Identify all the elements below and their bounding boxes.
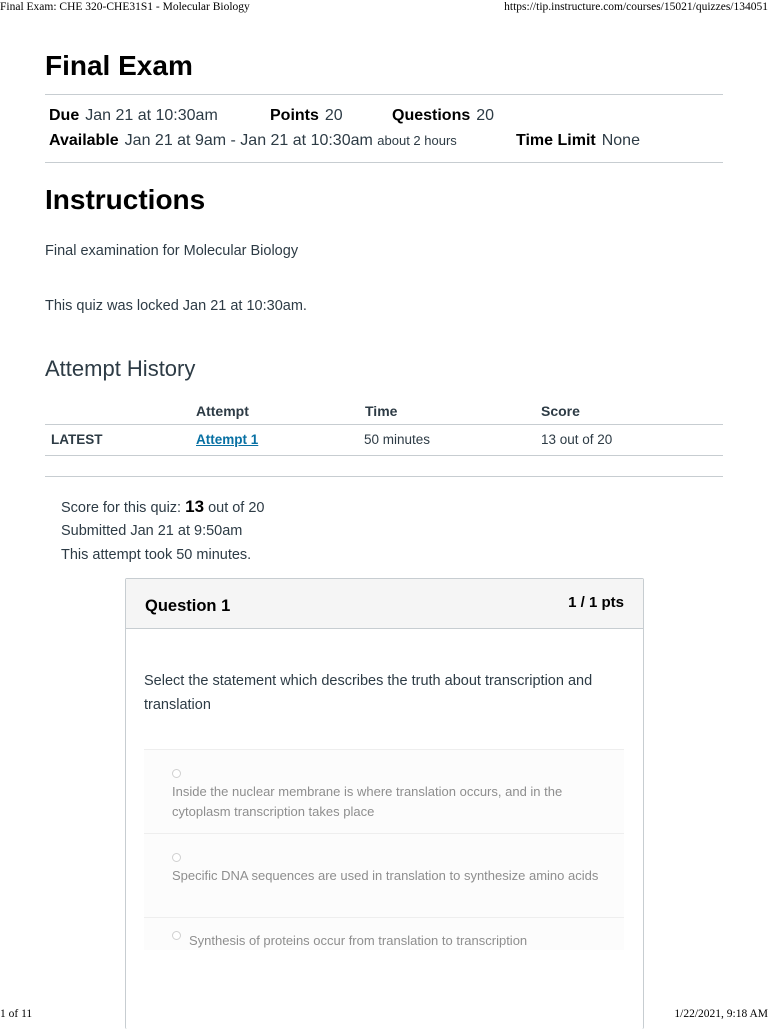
questions-label: Questions [392,107,471,124]
due-meta [49,107,218,125]
divider [45,162,723,163]
due-label: Due [49,107,80,124]
radio-icon[interactable] [172,853,181,862]
attempt-score: 13 out of 20 [541,432,613,447]
submitted-time: Submitted Jan 21 at 9:50am [61,523,243,539]
quiz-description: Final examination for Molecular Biology [45,243,299,259]
question-text: Select the statement which describes the truth about transcription and translation [144,673,593,713]
question-card [125,578,644,1029]
print-footer [0,1008,768,1024]
attempt-time: 50 minutes [364,432,431,447]
answer-text: Inside the nuclear membrane is where translation occurs, and in the cytoplasm transcription takes place [172,784,563,819]
points-label: Points [270,107,319,124]
divider [45,94,723,95]
page-number: 1 of 11 [0,1008,33,1020]
score-prefix: Score for this quiz: [61,500,182,516]
available-label: Available [49,132,119,149]
answer-text: Synthesis of proteins occur from translation to transcription [189,933,528,948]
print-header [0,0,768,16]
column-header-time: Time [365,403,398,419]
time-limit-meta [516,132,640,150]
attempt-link[interactable]: Attempt 1 [196,432,259,447]
column-header-score: Score [541,403,580,419]
attempt-duration: This attempt took 50 minutes. [61,547,252,563]
print-url: https://tip.instructure.com/courses/15021/quizzes/134051 [504,1,768,13]
question-header [126,579,643,629]
print-page-title: Final Exam: CHE 320-CHE31S1 - Molecular Biology [0,1,250,13]
divider [45,476,723,477]
instructions-heading: Instructions [45,184,206,215]
table-row-divider [45,455,723,456]
column-header-attempt: Attempt [196,403,249,419]
question-name: Question 1 [145,597,231,615]
score-suffix: out of 20 [208,500,265,516]
available-duration: about 2 hours [377,133,457,148]
answer-option[interactable] [144,917,624,950]
table-header-divider [45,424,723,425]
due-value: Jan 21 at 10:30am [85,107,218,124]
lock-notice: This quiz was locked Jan 21 at 10:30am. [45,298,307,314]
points-value: 20 [324,107,343,124]
radio-icon[interactable] [172,769,181,778]
page-title: Final Exam [45,50,193,81]
question-points: 1 / 1 pts [568,594,624,611]
available-value: Jan 21 at 9am - Jan 21 at 10:30am [124,132,373,149]
score-value: 13 [185,497,205,516]
time-limit-value: None [601,132,640,149]
points-meta [270,107,343,125]
radio-icon[interactable] [172,931,181,940]
questions-value: 20 [476,107,495,124]
answer-option[interactable] [144,833,624,918]
time-limit-label: Time Limit [516,132,596,149]
latest-label: LATEST [51,432,103,447]
quiz-score [61,497,265,517]
answer-option[interactable] [144,749,624,834]
print-datetime: 1/22/2021, 9:18 AM [674,1008,768,1020]
attempt-history-heading: Attempt History [45,356,196,381]
available-meta [49,132,457,150]
questions-meta [392,107,494,125]
answer-text: Specific DNA sequences are used in translation to synthesize amino acids [172,868,599,883]
